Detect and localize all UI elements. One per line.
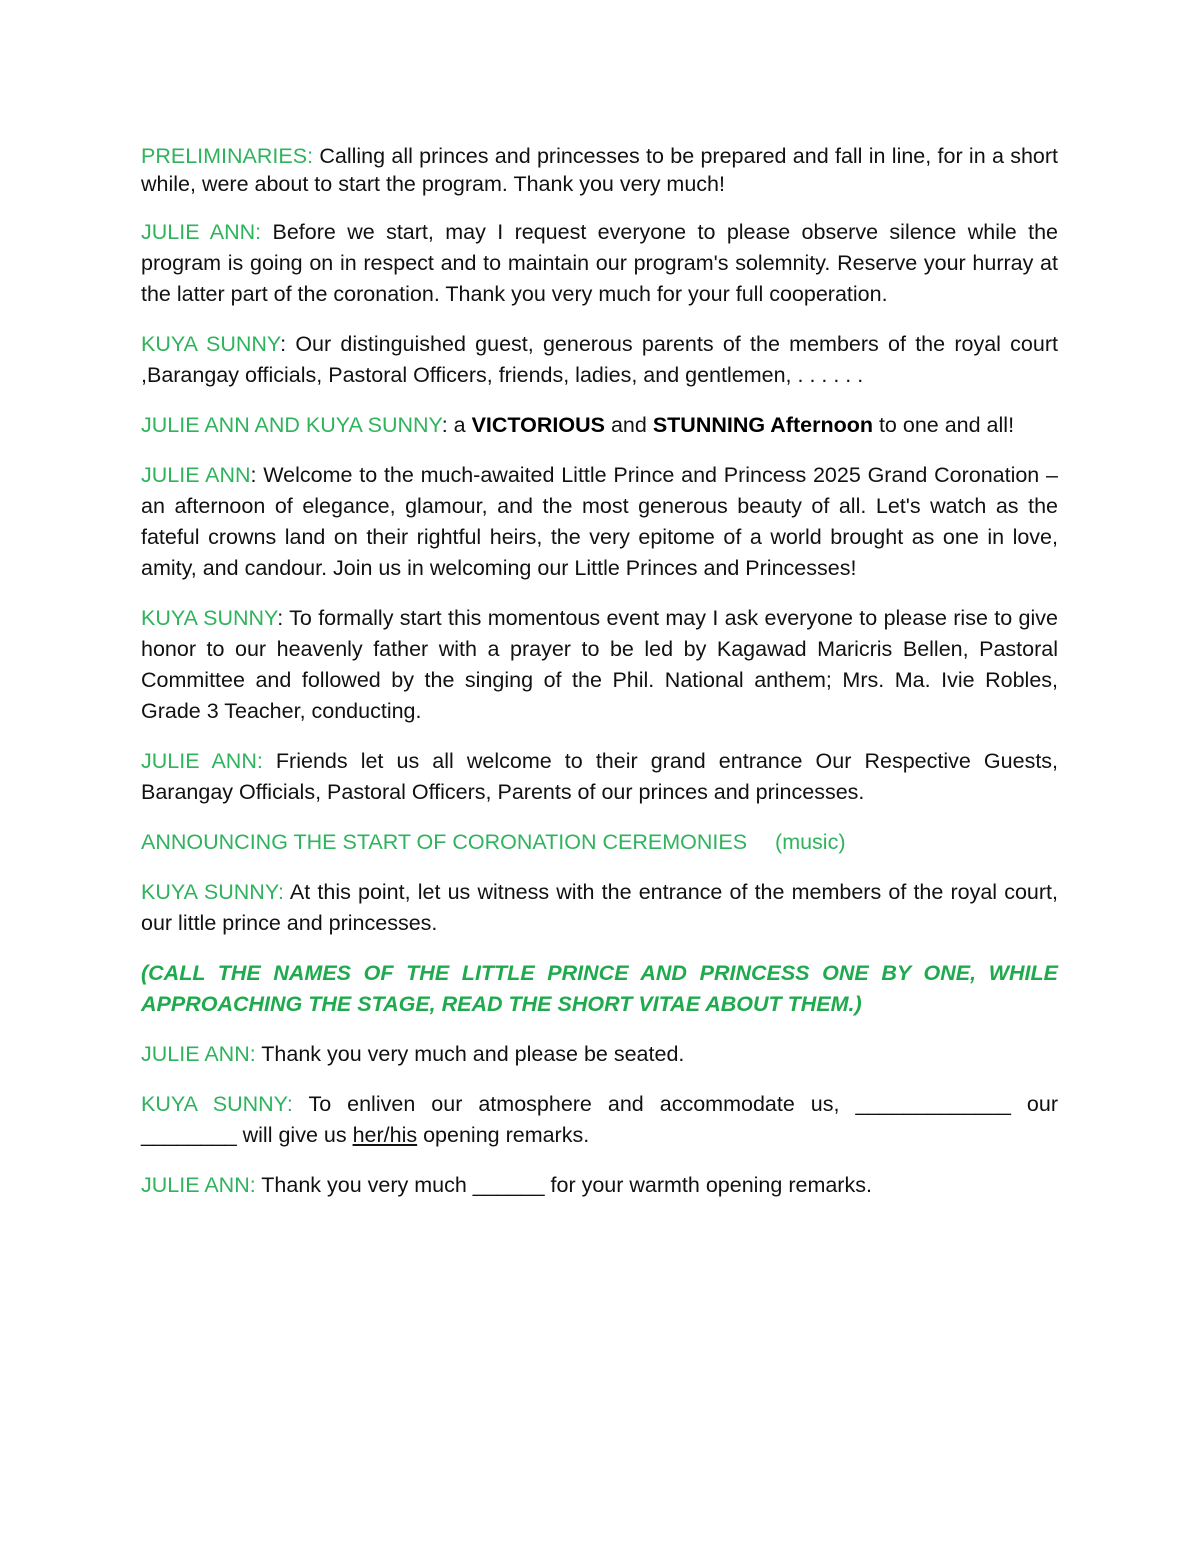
paragraph-julie-ann-seated — [141, 1039, 1058, 1070]
paragraph-preliminaries — [141, 142, 1058, 198]
paragraph-instruction — [141, 958, 1058, 1020]
paragraph-text: At this point, let us witness with the entrance of the members of the royal court, our little prince and princesses. — [141, 880, 1058, 935]
paragraph-julie-ann-silence — [141, 217, 1058, 310]
paragraph-text: to one and all! — [872, 413, 1015, 437]
paragraph-text: Thank you very much and please be seated. — [255, 1042, 685, 1066]
speaker-label: JULIE ANN — [141, 463, 251, 487]
paragraph-julie-ann-entrance — [141, 746, 1058, 808]
paragraph-kuya-sunny-opening-remarks — [141, 1089, 1058, 1151]
speaker-label: JULIE ANN: — [141, 1042, 256, 1066]
speaker-label: KUYA SUNNY: — [141, 1092, 293, 1116]
section-heading: ANNOUNCING THE START OF CORONATION CEREMONIES — [141, 830, 748, 854]
paragraph-kuya-sunny-royal-court — [141, 877, 1058, 939]
document-page — [141, 142, 1058, 1220]
underlined-her-his: her/his — [352, 1123, 418, 1147]
paragraph-julie-ann-welcome — [141, 460, 1058, 584]
speaker-label: JULIE ANN: — [141, 749, 263, 773]
paragraph-julie-ann-thanks — [141, 1170, 1058, 1201]
speaker-label: JULIE ANN: — [141, 1173, 256, 1197]
paragraph-text: : To formally start this momentous event may I ask everyone to please rise to give honor to our heavenly father with a prayer to be led by Kagawad Maricris Bellen, Pastoral Committee and followed by the singing of the Phil. National anthem; Mrs. Ma. Ivie Robles, Grade 3 Teacher, conducting. — [141, 606, 1058, 723]
speaker-label: KUYA SUNNY — [141, 332, 281, 356]
speaker-label: KUYA SUNNY — [141, 606, 278, 630]
instruction-text: (CALL THE NAMES OF THE LITTLE PRINCE AND PRINCESS ONE BY ONE, WHILE APPROACHING THE STAGE, READ THE SHORT VITAE ABOUT THEM.) — [141, 961, 1058, 1016]
paragraph-kuya-sunny-prayer — [141, 603, 1058, 727]
speaker-label: PRELIMINARIES: — [141, 144, 314, 168]
paragraph-text: To enliven our atmosphere and accommodate us, _____________ our ________ will give us — [141, 1092, 1058, 1147]
paragraph-kuya-sunny-guests — [141, 329, 1058, 391]
paragraph-text: Calling all princes and princesses to be prepared and fall in line, for in a short while, were about to start the program. Thank you very much! — [141, 144, 1058, 196]
paragraph-text: and — [605, 413, 653, 437]
music-note: (music) — [775, 830, 846, 854]
paragraph-text: Before we start, may I request everyone to please observe silence while the program is going on in respect and to maintain our program's solemnity. Reserve your hurray at the latter part of the coronation. Thank you very much for your full cooperation. — [141, 220, 1058, 306]
speaker-label: JULIE ANN AND KUYA SUNNY — [141, 413, 442, 437]
paragraph-text: : Our distinguished guest, generous parents of the members of the royal court ,Barangay officials, Pastoral Officers, friends, ladies, and gentlemen, . . . . . . — [141, 332, 1058, 387]
bold-stunning-afternoon: STUNNING Afternoon — [652, 413, 873, 437]
bold-victorious: VICTORIOUS — [471, 413, 605, 437]
speaker-label: KUYA SUNNY: — [141, 880, 284, 904]
paragraph-text: Friends let us all welcome to their grand entrance Our Respective Guests, Barangay Officials, Pastoral Officers, Parents of our princes and princesses. — [141, 749, 1059, 804]
paragraph-text: : Welcome to the much-awaited Little Prince and Princess 2025 Grand Coronation – an afternoon of elegance, glamour, and the most generous beauty of all. Let's watch as the fateful crowns land on their rightful heirs, the very epitome of a world brought as one in love, amity, and candour. Join us in welcoming our Little Princes and Princesses! — [141, 463, 1058, 580]
paragraph-both-greeting — [141, 410, 1058, 441]
paragraph-text: Thank you very much ______ for your warmth opening remarks. — [255, 1173, 872, 1197]
paragraph-text: : a — [441, 413, 472, 437]
speaker-label: JULIE ANN: — [141, 220, 262, 244]
paragraph-text: opening remarks. — [417, 1123, 590, 1147]
paragraph-coronation-heading — [141, 827, 1058, 858]
